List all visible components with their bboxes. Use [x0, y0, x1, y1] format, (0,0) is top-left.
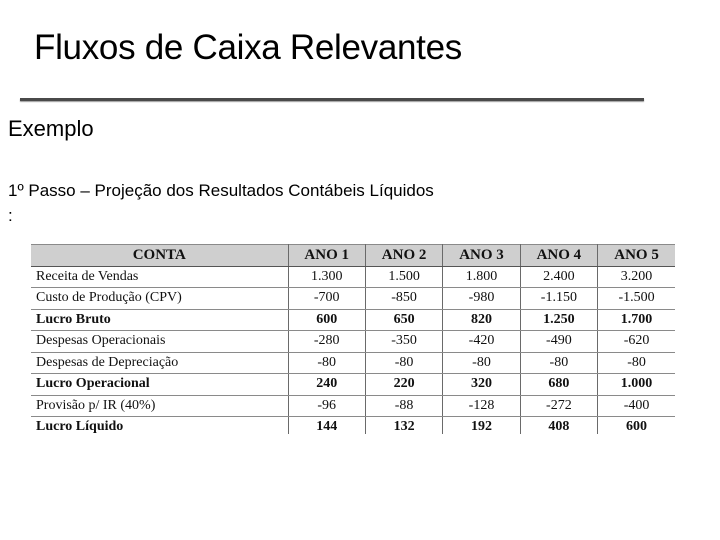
row-value-ano-4: 680 — [520, 374, 597, 396]
row-value-ano-5: -80 — [598, 352, 675, 374]
row-value-ano-2: -80 — [365, 352, 442, 374]
row-value-ano-4: 408 — [520, 417, 597, 435]
row-value-ano-1: -700 — [288, 288, 365, 310]
row-value-ano-3: 320 — [443, 374, 520, 396]
row-value-ano-4: -490 — [520, 331, 597, 353]
row-label: Lucro Líquido — [31, 417, 288, 435]
table-row — [31, 288, 675, 310]
row-value-ano-2: -350 — [365, 331, 442, 353]
table-row — [31, 309, 675, 331]
row-value-ano-2: 220 — [365, 374, 442, 396]
row-value-ano-4: 2.400 — [520, 266, 597, 288]
row-value-ano-3: 1.800 — [443, 266, 520, 288]
slide-title: Fluxos de Caixa Relevantes — [34, 28, 462, 67]
row-label: Lucro Bruto — [31, 309, 288, 331]
row-value-ano-2: 650 — [365, 309, 442, 331]
row-value-ano-3: -420 — [443, 331, 520, 353]
row-value-ano-3: 820 — [443, 309, 520, 331]
table-row — [31, 374, 675, 396]
row-label: Provisão p/ IR (40%) — [31, 395, 288, 417]
row-value-ano-5: -620 — [598, 331, 675, 353]
header-conta: CONTA — [31, 245, 288, 267]
row-value-ano-5: -400 — [598, 395, 675, 417]
row-value-ano-1: -80 — [288, 352, 365, 374]
row-value-ano-1: 1.300 — [288, 266, 365, 288]
header-ano-2: ANO 2 — [365, 245, 442, 267]
header-ano-5: ANO 5 — [598, 245, 675, 267]
header-ano-3: ANO 3 — [443, 245, 520, 267]
row-label: Custo de Produção (CPV) — [31, 288, 288, 310]
table-row — [31, 395, 675, 417]
row-value-ano-4: -272 — [520, 395, 597, 417]
row-value-ano-5: 600 — [598, 417, 675, 435]
row-value-ano-3: -128 — [443, 395, 520, 417]
row-value-ano-3: -980 — [443, 288, 520, 310]
step-text: 1º Passo – Projeção dos Resultados Contábeis Líquidos — [8, 181, 434, 200]
income-table-container — [31, 244, 675, 434]
row-label: Receita de Vendas — [31, 266, 288, 288]
table-row — [31, 331, 675, 353]
row-value-ano-4: 1.250 — [520, 309, 597, 331]
row-label: Despesas Operacionais — [31, 331, 288, 353]
header-ano-1: ANO 1 — [288, 245, 365, 267]
row-value-ano-2: -850 — [365, 288, 442, 310]
row-value-ano-3: -80 — [443, 352, 520, 374]
row-value-ano-4: -1.150 — [520, 288, 597, 310]
table-row — [31, 266, 675, 288]
table-row — [31, 352, 675, 374]
step-description — [8, 178, 528, 228]
row-value-ano-5: -1.500 — [598, 288, 675, 310]
table-body — [31, 266, 675, 434]
row-value-ano-1: 144 — [288, 417, 365, 435]
title-divider — [20, 98, 644, 101]
row-value-ano-1: -280 — [288, 331, 365, 353]
row-value-ano-2: -88 — [365, 395, 442, 417]
row-value-ano-4: -80 — [520, 352, 597, 374]
row-label: Lucro Operacional — [31, 374, 288, 396]
row-value-ano-3: 192 — [443, 417, 520, 435]
row-value-ano-5: 3.200 — [598, 266, 675, 288]
slide-subtitle: Exemplo — [8, 116, 94, 141]
row-value-ano-2: 132 — [365, 417, 442, 435]
step-colon: : — [8, 206, 13, 225]
row-value-ano-1: -96 — [288, 395, 365, 417]
income-projection-table — [31, 244, 675, 434]
row-value-ano-1: 240 — [288, 374, 365, 396]
table-header-row — [31, 245, 675, 267]
row-value-ano-2: 1.500 — [365, 266, 442, 288]
header-ano-4: ANO 4 — [520, 245, 597, 267]
row-label: Despesas de Depreciação — [31, 352, 288, 374]
row-value-ano-1: 600 — [288, 309, 365, 331]
row-value-ano-5: 1.000 — [598, 374, 675, 396]
row-value-ano-5: 1.700 — [598, 309, 675, 331]
table-row — [31, 417, 675, 435]
